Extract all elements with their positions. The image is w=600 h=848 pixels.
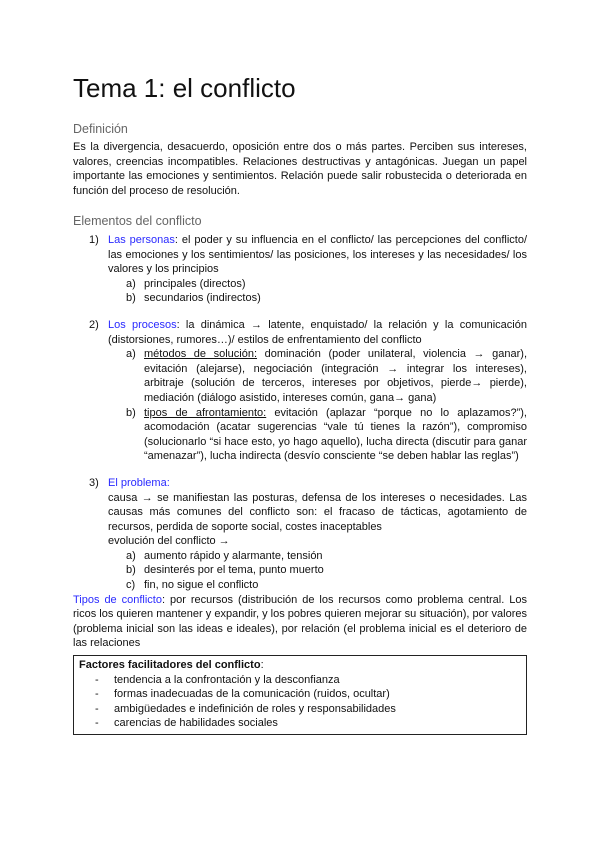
item-label: Los procesos [108,318,177,331]
sub-term: métodos de solución: [144,348,258,361]
tipos-text: : por recursos (distribución de los recursos como problema central. Los ricos los quieren mantener y expandir, y los pobres quieren mejorar su situación), por valores (problema inicial son las ideas e ideales), por relación (el problema inicial es el deterioro de las relaciones [73,593,527,650]
factores-title: Factores facilitadores del conflicto [79,659,261,672]
dash-bullet: - [95,702,99,715]
dash-bullet: - [95,673,99,686]
list-number: 3) [89,476,99,489]
sub-number: b) [126,406,136,419]
list-item [73,476,527,491]
sub-item [73,291,527,306]
list-item [73,233,527,277]
factor-item [79,702,521,717]
factores-box [73,655,527,735]
factor-item [79,687,521,702]
sub-text: desinterés por el tema, punto muerto [144,564,324,577]
list-number: 1) [89,234,99,246]
dash-bullet: - [95,688,99,701]
item-label: Las personas [108,234,175,246]
sub-text: dominación (poder unilateral, violencia → ganar), evitación (alejarse), negociación (integración → integrar los intereses), arbitraje (solución de terceros, intereses por objetivos, pierde→ pierde), mediación (diálogo asistido, intereses común, gana→ gana) [144,348,527,404]
dash-bullet: - [95,717,99,730]
sub-number: c) [126,579,136,592]
sub-number: b) [126,292,136,305]
sub-number: a) [126,277,136,290]
definicion-heading: Definición [73,122,128,136]
page-title: Tema 1: el conflicto [73,73,296,103]
sub-item [73,563,527,578]
sub-item [73,578,527,593]
definicion-text: Es la divergencia, desacuerdo, oposición entre dos o más partes. Perciben sus intereses, valores, creencias incompatibles. Relaciones destructivas y antagónicas. Juegan un papel importante las emociones y sentimientos. Relación puede salir robustecida o deteriorada en función del proceso de resolución. [73,141,527,197]
list-number: 2) [89,318,99,331]
elementos-list [73,233,527,735]
sub-number: a) [126,549,136,562]
sub-item [73,549,527,564]
sub-item [73,277,527,292]
sub-text: secundarios (indirectos) [144,292,261,305]
elementos-heading: Elementos del conflicto [73,214,202,228]
tipos-paragraph [73,593,527,651]
factor-text: tendencia a la confrontación y la desconfianza [114,673,340,686]
factor-item [79,673,521,688]
item-text: : el poder y su influencia en el conflicto/ las percepciones del conflicto/ las emociones y los sentimientos/ las posiciones, los intereses y las necesidades/ los valores y los principios [108,234,527,276]
factor-item [79,716,521,731]
sub-text: principales (directos) [144,277,246,290]
sub-text: aumento rápido y alarmante, tensión [144,549,323,562]
sub-text: evitación (aplazar “porque no lo aplazamos?”), acomodación (acatar sugerencias “vale tú tienes la razón”), compromiso (solucionarlo “si hace esto, yo hago aquello), lucha directa (discutir para ganar “amenazar”), lucha indirecta (desvío consciente “se deben hablar las reglas”) [144,406,527,463]
factor-text: carencias de habilidades sociales [114,717,278,730]
factor-text: ambigüedades e indefinición de roles y responsabilidades [114,702,396,715]
sub-term: tipos de afrontamiento: [144,406,267,419]
sub-number: b) [126,564,136,577]
factor-text: formas inadecuadas de la comunicación (ruidos, ocultar) [114,688,390,701]
evolucion-text: evolución del conflicto → [108,535,230,548]
factores-colon: : [260,659,264,672]
sub-number: a) [126,348,136,361]
sub-item [73,347,527,405]
sub-item [73,406,527,464]
causa-text: causa → se manifiestan las posturas, defensa de los intereses o necesidades. Las causas más comunes del conflicto son: el fracaso de tácticas, agotamiento de recursos, perdida de soporte social, costes inaceptables [108,491,527,533]
item-text: : la dinámica → latente, enquistado/ la relación y la comunicación (distorsiones, rumores…)/ estilos de enfrentamiento del conflicto [108,318,527,346]
sub-text: fin, no sigue el conflicto [144,579,259,592]
tipos-label: Tipos de conflicto [73,593,162,606]
item-label: El problema: [108,476,170,489]
list-item [73,318,527,347]
